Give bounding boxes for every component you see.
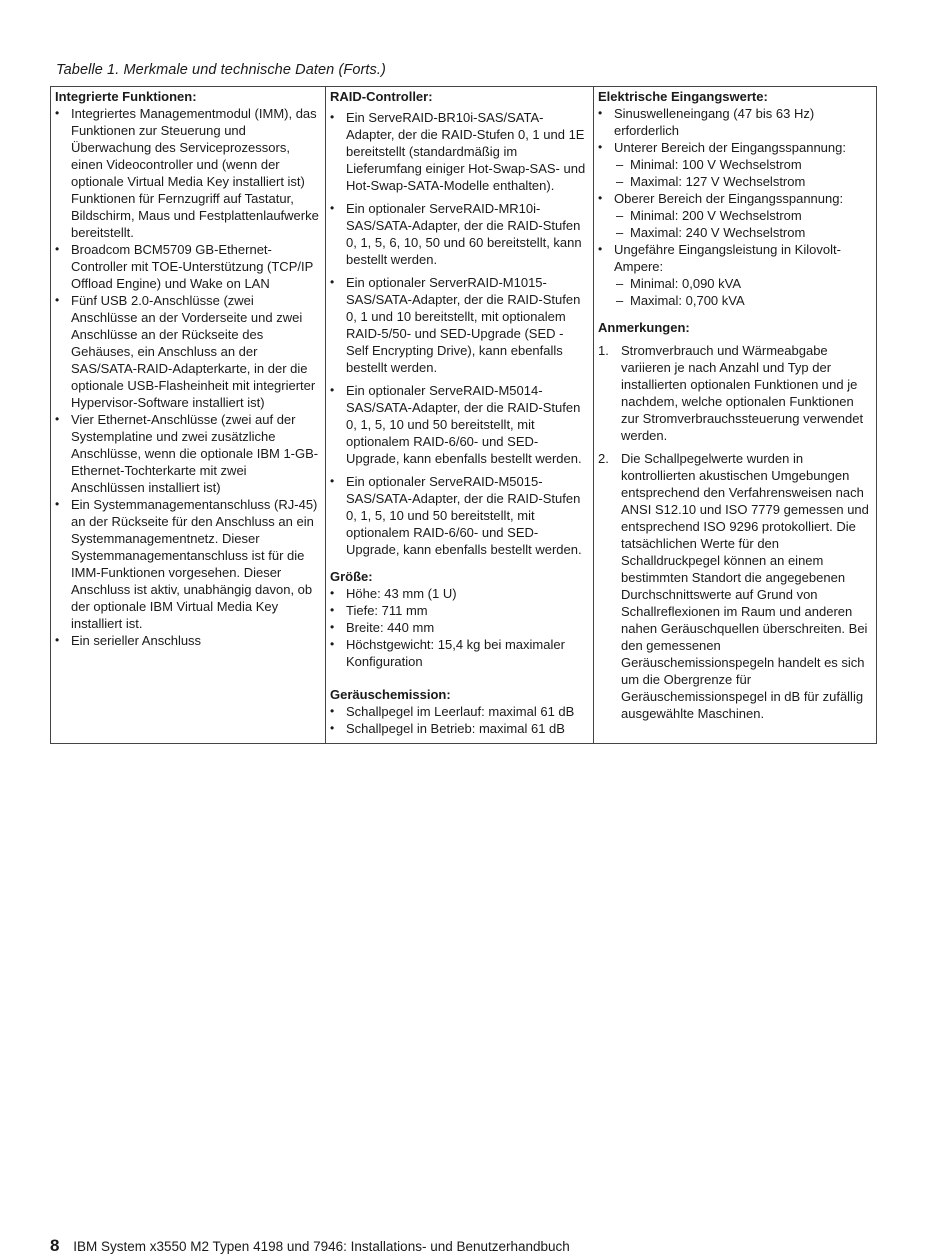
note-item [598, 342, 872, 444]
kva-label: Ungefähre Eingangsleistung in Kilovolt-Ampere: [614, 242, 841, 274]
list-item: • Sinuswelleneingang (47 bis 63 Hz) erforderlich [598, 105, 872, 139]
integrated-features-list [55, 105, 321, 649]
list-item: • Vier Ethernet-Anschlüsse (zwei auf der Systemplatine und zwei zusätzliche Anschlüsse, wenn die optionale IBM 1-GB-Ethernet-Tochterkarte mit zwei Anschlüssen installiert ist) [55, 411, 321, 496]
page-footer [50, 1236, 570, 1256]
list-item: • Ein optionaler ServerRAID-M1015-SAS/SATA-Adapter, der die RAID-Stufen 0, 1 und 10 bereitstellt, mit optionalem RAID-5/50- und SED-Upgrade (SED - Self Encrypting Drive), kann ebenfalls bestellt werden. [330, 274, 589, 376]
page-number: 8 [50, 1236, 60, 1255]
note-item [598, 450, 872, 722]
electrical-input-list [598, 105, 872, 309]
list-item: • Breite: 440 mm [330, 619, 589, 636]
list-item: • Broadcom BCM5709 GB-Ethernet-Controller mit TOE-Unterstützung (TCP/IP Offload Engine) und Wake on LAN [55, 241, 321, 292]
list-item: • Schallpegel im Leerlauf: maximal 61 dB [330, 703, 589, 720]
sublist-item: – Minimal: 100 V Wechselstrom [614, 156, 872, 173]
column-electrical-input [594, 87, 877, 744]
size-heading: Größe: [330, 569, 373, 584]
list-item [598, 241, 872, 309]
list-item: • Ein optionaler ServeRAID-MR10i-SAS/SATA-Adapter, der die RAID-Stufen 0, 1, 5, 6, 10, 50 und 60 bereitstellt, kann bestellt werden. [330, 200, 589, 268]
list-item: • Höhe: 43 mm (1 U) [330, 585, 589, 602]
list-item [598, 139, 872, 190]
list-item [598, 190, 872, 241]
features-table [50, 86, 877, 744]
raid-controller-heading: RAID-Controller: [330, 89, 433, 104]
kva-sublist [614, 275, 872, 309]
column-raid-size-noise [326, 87, 594, 744]
sublist-item: – Minimal: 200 V Wechselstrom [614, 207, 872, 224]
list-item: • Integriertes Managementmodul (IMM), das Funktionen zur Steuerung und Überwachung des Serviceprozessors, einen Videocontroller und (wenn der optionale Virtual Media Key installiert ist) Funktionen für Fernzugriff auf Tastatur, Bildschirm, Maus und Festplattenlaufwerke bereitstellt. [55, 105, 321, 241]
list-item: • Ein ServeRAID-BR10i-SAS/SATA-Adapter, der die RAID-Stufen 0, 1 und 1E bereitstellt (standardmäßig im Lieferumfang einiger Hot-Swap-SAS- und Hot-Swap-SATA-Modelle enthalten). [330, 109, 589, 194]
column-integrated-features [51, 87, 326, 744]
size-list [330, 585, 589, 670]
table-row [51, 87, 877, 744]
raid-controller-list [330, 109, 589, 558]
table-caption: Tabelle 1. Merkmale und technische Daten (Forts.) [56, 62, 386, 78]
sublist-item: – Maximal: 127 V Wechselstrom [614, 173, 872, 190]
footer-title: IBM System x3550 M2 Typen 4198 und 7946: Installations- und Benutzerhandbuch [73, 1239, 570, 1254]
list-item: • Ein optionaler ServeRAID-M5015-SAS/SATA-Adapter, der die RAID-Stufen 0, 1, 5, 10 und 50 bereitstellt, mit optionalem RAID-6/60- und SED-Upgrade, kann ebenfalls bestellt werden. [330, 473, 589, 558]
noise-emission-heading: Geräuschemission: [330, 687, 451, 702]
list-item: • Ein optionaler ServeRAID-M5014-SAS/SATA-Adapter, der die RAID-Stufen 0, 1, 5, 10 und 50 bereitstellt, mit optionalem RAID-6/60- und SED-Upgrade, kann ebenfalls bestellt werden. [330, 382, 589, 467]
note-text: Stromverbrauch und Wärmeabgabe variieren je nach Anzahl und Typ der installierten optionalen Funktionen und je nachdem, welche optionalen Funktionen zur Stromverbrauchssteuerung verwendet werden. [621, 343, 864, 443]
list-item: • Fünf USB 2.0-Anschlüsse (zwei Anschlüsse an der Vorderseite und zwei Anschlüsse an der Rückseite des Gehäuses, ein Anschluss an der SAS/SATA-RAID-Adapterkarte, in der die optionale USB-Flasheinheit mit integrierter Hypervisor-Software installiert ist) [55, 292, 321, 411]
note-number: 1. [598, 343, 609, 358]
note-number: 2. [598, 451, 609, 466]
list-item: • Ein serieller Anschluss [55, 632, 321, 649]
sublist-item: – Maximal: 240 V Wechselstrom [614, 224, 872, 241]
notes-heading: Anmerkungen: [598, 320, 690, 335]
notes-list [598, 342, 872, 722]
list-item: • Schallpegel in Betrieb: maximal 61 dB [330, 720, 589, 737]
integrated-features-heading: Integrierte Funktionen: [55, 89, 197, 104]
list-item: • Höchstgewicht: 15,4 kg bei maximaler Konfiguration [330, 636, 589, 670]
upper-range-label: Oberer Bereich der Eingangsspannung: [614, 191, 844, 206]
upper-range-sublist [614, 207, 872, 241]
noise-emission-list [330, 703, 589, 737]
sublist-item: – Maximal: 0,700 kVA [614, 292, 872, 309]
lower-range-label: Unterer Bereich der Eingangsspannung: [614, 140, 846, 155]
list-item: • Tiefe: 711 mm [330, 602, 589, 619]
list-item: • Ein Systemmanagementanschluss (RJ-45) an der Rückseite für den Anschluss an ein Systemmanagementnetz. Dieser Systemmanagementanschluss ist für die IMM-Funktionen vorgesehen. Dieser Anschluss ist aktiv, unabhängig davon, ob der optionale IBM Virtual Media Key installiert ist. [55, 496, 321, 632]
sublist-item: – Minimal: 0,090 kVA [614, 275, 872, 292]
note-text: Die Schallpegelwerte wurden in kontrollierten akustischen Umgebungen entsprechend den Verfahrensweisen nach ANSI S12.10 und ISO 7779 gemessen und entsprechend ISO 9296 protokolliert. Die tatsächlichen Werte für den Schalldruckpegel können an einem bestimmten Standort die angegebenen Durchschnittswerte auf Grund von Schallreflexionen im Raum und anderen nahen Geräuschquellen überschreiten. Bei den gemessenen Geräuschemissionspegeln handelt es sich um die Obergrenze für Geräuschemissionspegel in dB für zufällig ausgewählte Maschinen. [621, 451, 869, 721]
electrical-input-heading: Elektrische Eingangswerte: [598, 89, 768, 104]
lower-range-sublist [614, 156, 872, 190]
